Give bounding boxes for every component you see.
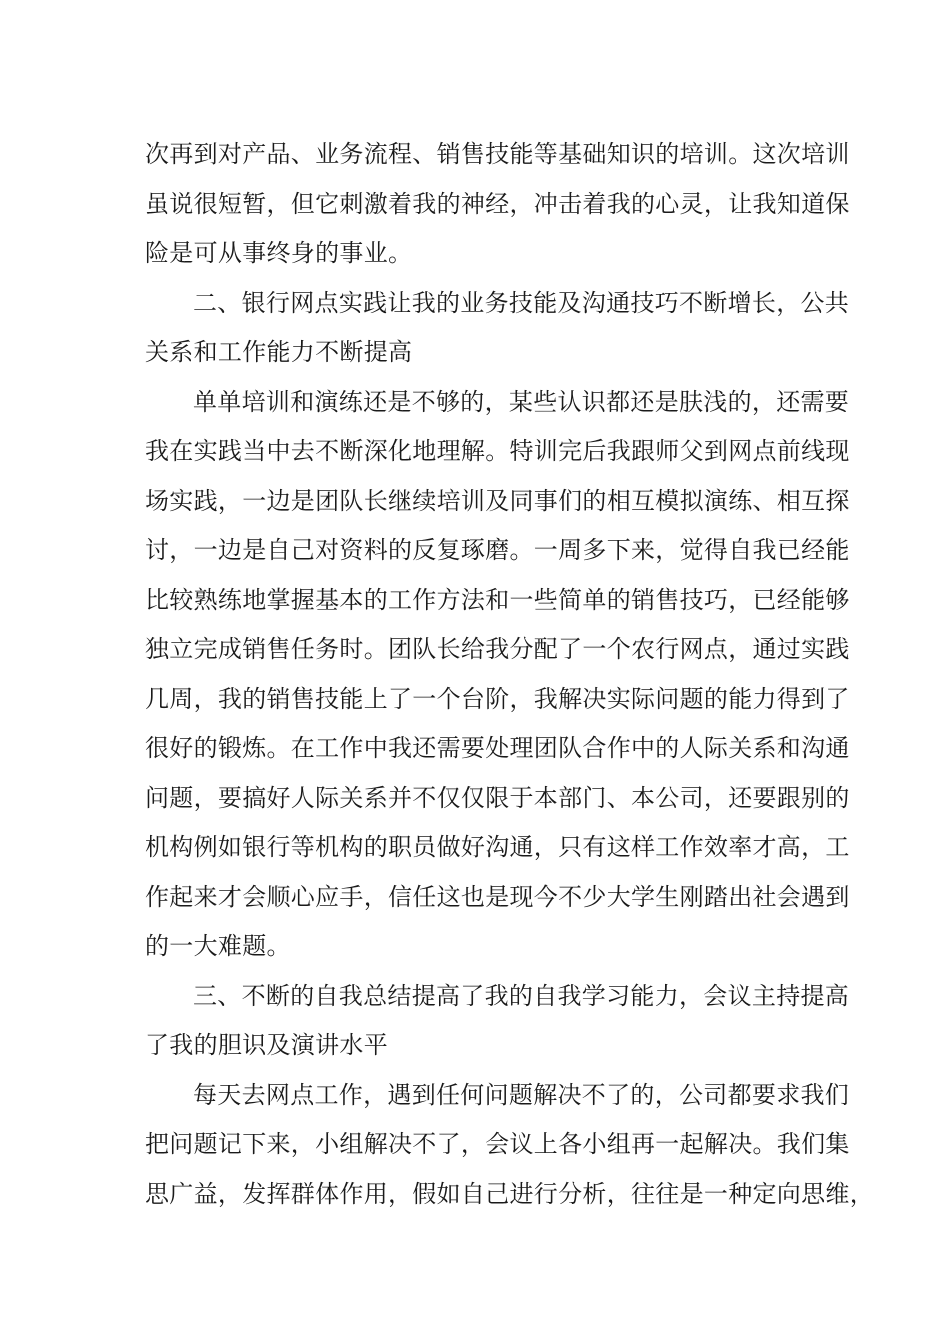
- text-line: 的一大难题。: [145, 932, 291, 960]
- text-line: 险是可从事终身的事业。: [145, 239, 413, 267]
- text-line: 我在实践当中去不断深化地理解。特训完后我跟师父到网点前线现: [145, 437, 850, 465]
- text-line: 把问题记下来，小组解决不了，会议上各小组再一起解决。我们集: [145, 1130, 850, 1158]
- heading-line: 三、不断的自我总结提高了我的自我学习能力，会议主持提高: [193, 981, 850, 1010]
- text-line: 单单培训和演练还是不够的，某些认识都还是肤浅的，还需要: [193, 387, 850, 416]
- text-line: 每天去网点工作，遇到任何问题解决不了的，公司都要求我们: [193, 1080, 850, 1109]
- text-line: 次再到对产品、业务流程、销售技能等基础知识的培训。这次培训: [145, 140, 850, 168]
- text-line: 比较熟练地掌握基本的工作方法和一些简单的销售技巧，已经能够: [145, 585, 850, 614]
- heading-line: 了我的胆识及演讲水平: [145, 1031, 388, 1059]
- paragraph: [145, 1071, 874, 1220]
- paragraph: [145, 378, 850, 972]
- section-heading-2: [145, 279, 850, 378]
- section-heading-3: [145, 972, 850, 1071]
- text-line: 作起来才会顺心应手，信任这也是现今不少大学生刚踏出社会遇到: [145, 882, 850, 911]
- text-line: 讨，一边是自己对资料的反复琢磨。一周多下来，觉得自我已经能: [145, 536, 850, 564]
- text-line: 很好的锻炼。在工作中我还需要处理团队合作中的人际关系和沟通: [145, 734, 850, 762]
- text-line: 思广益，发挥群体作用，假如自己进行分析，往往是一种定向思维，: [145, 1179, 874, 1208]
- text-line: 场实践，一边是团队长继续培训及同事们的相互模拟演练、相互探: [145, 486, 850, 515]
- text-line: 独立完成销售任务时。团队长给我分配了一个农行网点，通过实践: [145, 635, 850, 663]
- text-line: 问题，要搞好人际关系并不仅仅限于本部门、本公司，还要跟别的: [145, 783, 850, 812]
- text-line: 机构例如银行等机构的职员做好沟通，只有这样工作效率才高，工: [145, 833, 850, 861]
- paragraph-continuation: [145, 130, 850, 279]
- text-line: 虽说很短暂，但它刺激着我的神经，冲击着我的心灵，让我知道保: [145, 189, 850, 218]
- document-body: [145, 130, 874, 1219]
- heading-line: 关系和工作能力不断提高: [145, 338, 413, 366]
- text-line: 几周，我的销售技能上了一个台阶，我解决实际问题的能力得到了: [145, 684, 850, 713]
- heading-line: 二、银行网点实践让我的业务技能及沟通技巧不断增长，公共: [193, 288, 850, 317]
